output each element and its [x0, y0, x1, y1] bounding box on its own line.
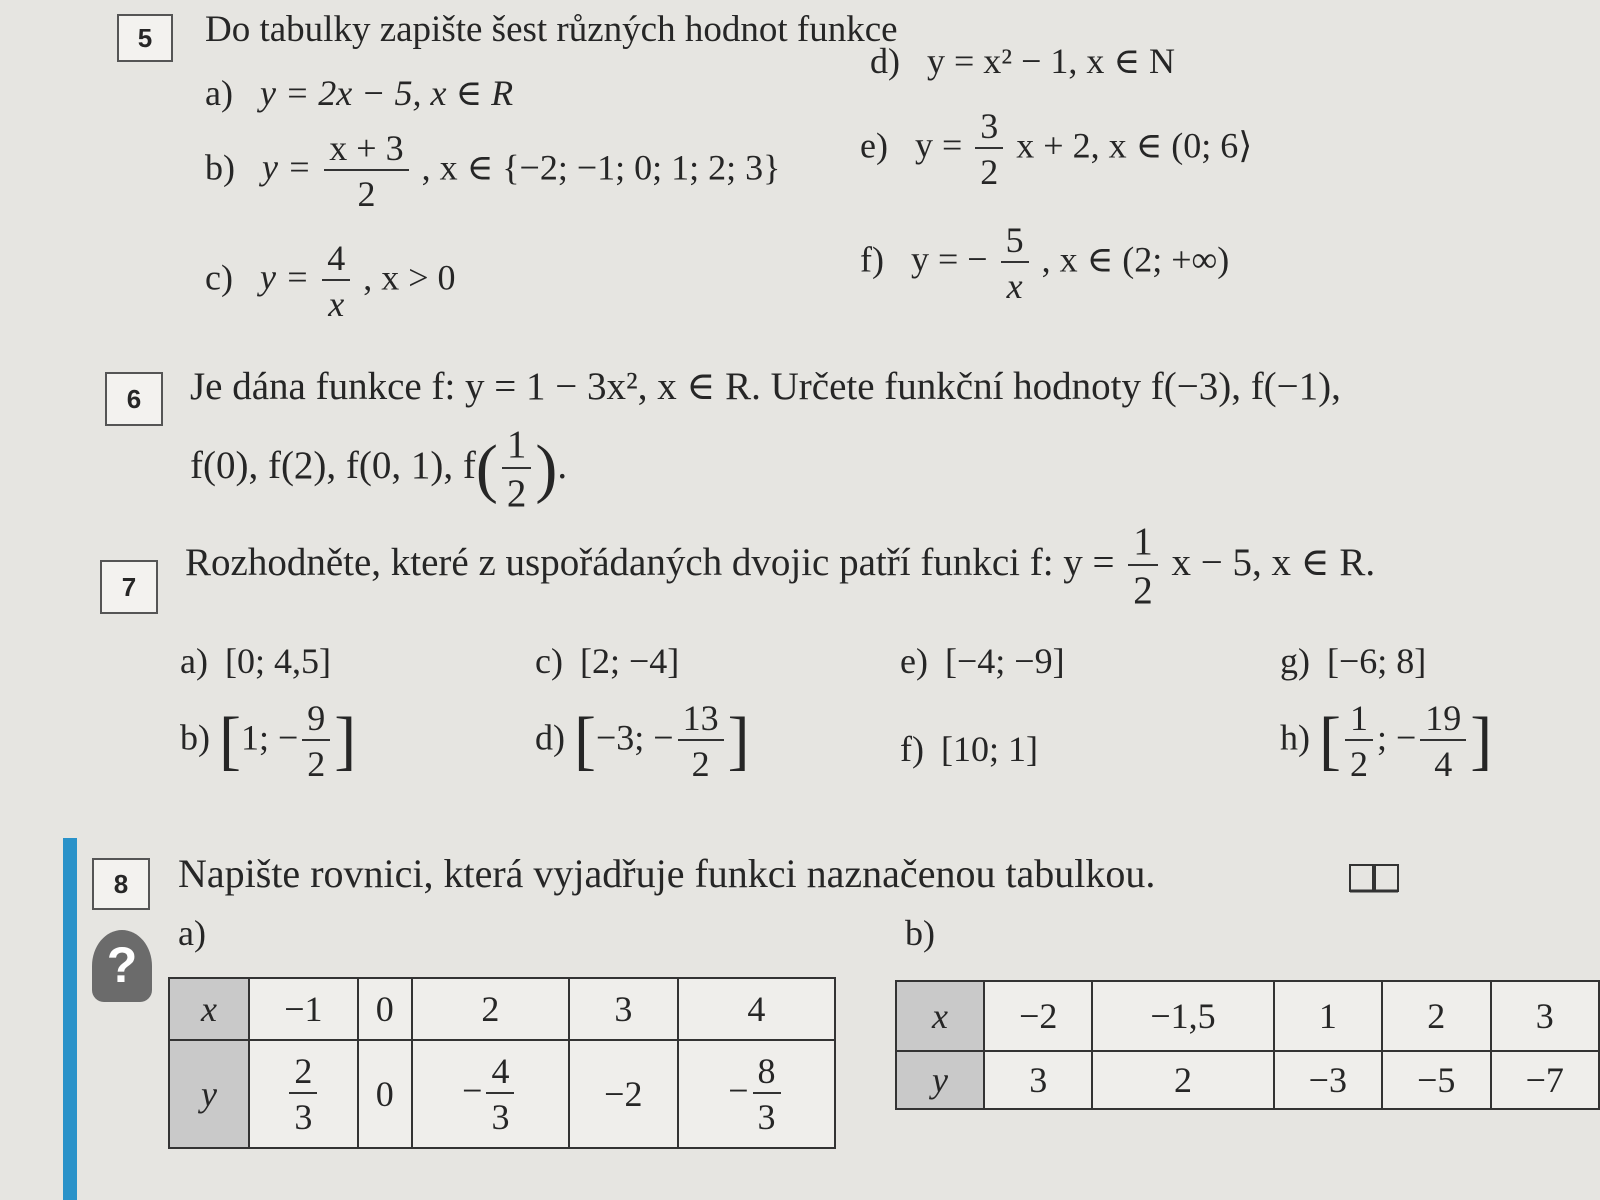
ex5-d-body: y = x² − 1, x ∈ N [927, 41, 1176, 81]
ex5-a-body: y = 2x − 5, x ∈ R [259, 73, 514, 113]
ex5-e-pre: y = [914, 125, 963, 166]
exercise-7-number: 7 [100, 560, 158, 614]
ex6-fraction [502, 425, 532, 513]
ex5-c-pre: y = [259, 257, 310, 298]
ex7-e-label: e) [900, 641, 928, 681]
ex5-f-num: 5 [1001, 222, 1029, 263]
ex7-item-a [180, 640, 331, 682]
table-cell: −3 [1274, 1051, 1382, 1109]
table-cell: 0 [358, 978, 412, 1040]
frac-num: 8 [753, 1053, 781, 1094]
hint-icon: ? [92, 930, 152, 1002]
ex5-b-fraction [324, 130, 408, 212]
table-cell: −7 [1491, 1051, 1599, 1109]
ex7-b-fraction [302, 700, 330, 782]
ex7-b-num: 9 [302, 700, 330, 741]
ex7-text-post: x − 5, x ∈ R. [1171, 540, 1376, 584]
table-b-x-head: x [896, 981, 984, 1051]
ex5-b-den: 2 [357, 174, 376, 214]
ex6-line2-post: . [557, 443, 568, 487]
ex7-item-c [535, 640, 679, 682]
table-row [896, 981, 1599, 1051]
ex7-f-label: f) [900, 729, 924, 769]
exercise-5-number: 5 [117, 14, 173, 62]
exercise-6-number: 6 [105, 372, 163, 426]
frac-num: 2 [289, 1053, 317, 1094]
ex7-item-b [180, 700, 356, 782]
ex7-b-pre: 1; − [240, 717, 299, 758]
table-cell [678, 1040, 835, 1148]
table-cell: 4 [678, 978, 835, 1040]
ex7-g-label: g) [1280, 641, 1310, 681]
ex7-b-den: 2 [307, 744, 326, 784]
ex6-paren-right: ) [535, 432, 558, 505]
ex5-b-post: , x ∈ {−2; −1; 0; 1; 2; 3} [421, 147, 781, 188]
table-cell: −2 [984, 981, 1092, 1051]
ex5-f-label: f) [860, 239, 884, 280]
margin-accent-bar [63, 838, 77, 1200]
frac-den: 3 [294, 1097, 313, 1137]
exercise-6-line1: Je dána funkce f: y = 1 − 3x², x ∈ R. Určete funkční hodnoty f(−3), f(−1), [190, 365, 1341, 408]
ex7-d-bracket-right: ] [727, 704, 750, 777]
exercise-7-text [185, 522, 1375, 610]
table-cell: 3 [984, 1051, 1092, 1109]
ex5-b-pre: y = [262, 147, 312, 188]
table-row [896, 1051, 1599, 1109]
ex7-h-num2: 19 [1420, 700, 1466, 741]
frac-den: 3 [757, 1097, 776, 1137]
table-a [168, 977, 836, 1149]
ex7-e-value: [−4; −9] [944, 641, 1065, 681]
ex6-line2-pre: f(0), f(2), f(0, 1), f [190, 443, 476, 487]
table-cell: −1 [249, 978, 358, 1040]
table-row [169, 1040, 835, 1148]
ex5-f-pre: y = − [910, 239, 988, 280]
ex7-f-value: [10; 1] [940, 729, 1038, 769]
frac-den: 3 [491, 1097, 510, 1137]
ex7-g-value: [−6; 8] [1327, 641, 1427, 681]
ex5-item-a [205, 72, 513, 114]
table-b-y-head: y [896, 1051, 984, 1109]
exercise-8-number: 8 [92, 858, 150, 910]
ex7-d-fraction [678, 700, 724, 782]
ex7-d-pre: −3; − [595, 717, 674, 758]
table-row [169, 978, 835, 1040]
ex6-paren-left: ( [475, 432, 498, 505]
ex7-h-bracket-right: ] [1470, 704, 1493, 777]
ex7-item-e [900, 640, 1065, 682]
sign: − [728, 1070, 749, 1111]
ex7-a-value: [0; 4,5] [224, 641, 331, 681]
ex7-b-bracket-left: [ [219, 704, 241, 777]
ex6-frac-den: 2 [506, 472, 527, 515]
ex7-h-den2: 4 [1434, 744, 1453, 784]
table-cell: −5 [1382, 1051, 1490, 1109]
table-a-y-head: y [169, 1040, 249, 1148]
ex5-c-num: 4 [322, 240, 350, 281]
ex8-b-label: b) [905, 913, 935, 953]
ex7-item-g [1280, 640, 1426, 682]
ex5-d-label: d) [870, 41, 900, 81]
table-cell: 3 [569, 978, 678, 1040]
ex7-d-den: 2 [691, 744, 710, 784]
fraction [289, 1053, 317, 1135]
exercise-8-text: Napište rovnici, která vyjadřuje funkci naznačenou tabulkou. [178, 851, 1156, 896]
ex5-e-post: x + 2, x ∈ (0; 6⟩ [1016, 125, 1253, 166]
ex5-e-label: e) [860, 125, 888, 166]
ex7-c-label: c) [535, 641, 563, 681]
ex7-h-bracket-left: [ [1319, 704, 1341, 777]
ex8-a-label: a) [178, 913, 206, 953]
exercise-5-text: Do tabulky zapište šest různých hodnot funkce [205, 9, 898, 50]
ex7-b-bracket-right: ] [334, 704, 357, 777]
table-cell [412, 1040, 569, 1148]
table-cell: 0 [358, 1040, 412, 1148]
ex7-item-f [900, 728, 1038, 770]
table-cell: 3 [1491, 981, 1599, 1051]
fraction [486, 1053, 514, 1135]
table-b [895, 980, 1600, 1110]
ex7-d-bracket-left: [ [574, 704, 596, 777]
ex5-c-fraction [322, 240, 350, 322]
table-cell: 2 [412, 978, 569, 1040]
ex5-item-e [860, 108, 1252, 190]
sign: − [462, 1070, 483, 1111]
table-cell: 2 [1382, 981, 1490, 1051]
ex5-e-den: 2 [980, 152, 999, 192]
ex5-f-post: , x ∈ (2; +∞) [1041, 239, 1230, 280]
ex7-c-value: [2; −4] [579, 641, 680, 681]
ex5-item-f [860, 222, 1229, 304]
ex7-h-fraction-1 [1345, 700, 1373, 782]
ex7-b-label: b) [180, 717, 210, 758]
ex7-h-den1: 2 [1349, 744, 1368, 784]
ex7-d-num: 13 [678, 700, 724, 741]
ex5-item-d [870, 40, 1175, 82]
ex5-item-b [205, 130, 780, 212]
ex5-item-c [205, 240, 456, 322]
ex7-text-pre: Rozhodněte, které z uspořádaných dvojic patří funkci f: y = [185, 540, 1115, 584]
ex5-b-label: b) [205, 147, 235, 188]
book-icon [1348, 862, 1400, 894]
ex7-frac-num: 1 [1128, 522, 1158, 566]
table-cell: 1 [1274, 981, 1382, 1051]
ex5-a-label: a) [205, 73, 233, 113]
ex5-c-label: c) [205, 257, 233, 298]
ex5-e-num: 3 [975, 108, 1003, 149]
ex7-item-d [535, 700, 750, 782]
ex5-f-fraction [1001, 222, 1029, 304]
ex5-b-num: x + 3 [324, 130, 408, 171]
table-cell [249, 1040, 358, 1148]
table-cell: −1,5 [1092, 981, 1273, 1051]
frac-num: 4 [486, 1053, 514, 1094]
table-a-x-head: x [169, 978, 249, 1040]
ex7-h-label: h) [1280, 717, 1310, 758]
ex7-fraction [1128, 522, 1158, 610]
ex7-h-fraction-2 [1420, 700, 1466, 782]
ex5-c-post: , x > 0 [363, 257, 456, 298]
ex5-c-den: x [328, 284, 345, 324]
ex7-a-label: a) [180, 641, 208, 681]
table-cell: 2 [1092, 1051, 1273, 1109]
ex7-h-num1: 1 [1345, 700, 1373, 741]
ex6-frac-num: 1 [502, 425, 532, 469]
ex7-item-h [1280, 700, 1492, 782]
ex7-h-mid: ; − [1376, 717, 1417, 758]
ex5-e-fraction [975, 108, 1003, 190]
table-cell: −2 [569, 1040, 678, 1148]
exercise-6-line2 [190, 425, 567, 513]
fraction [753, 1053, 781, 1135]
ex5-f-den: x [1006, 266, 1023, 306]
ex7-d-label: d) [535, 717, 565, 758]
ex7-frac-den: 2 [1133, 569, 1153, 612]
